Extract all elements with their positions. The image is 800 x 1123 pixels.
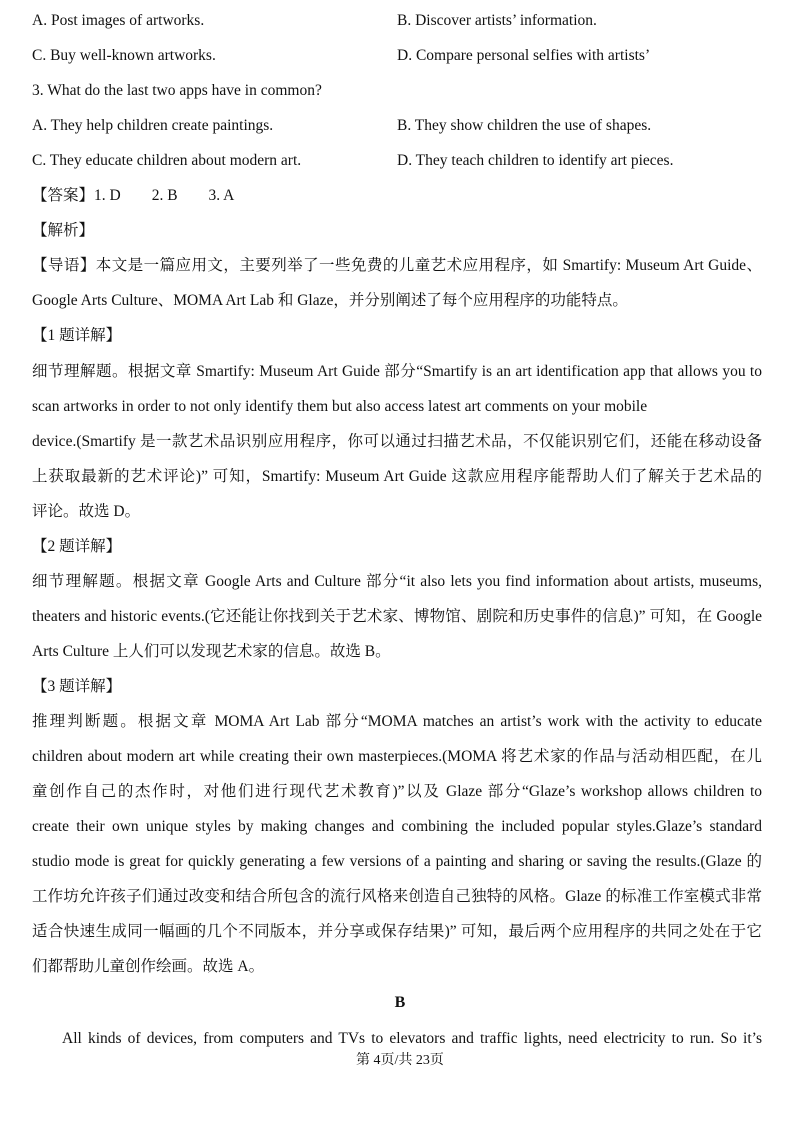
page-footer: 第 4页/共 23页 (356, 1053, 444, 1068)
q2-heading: 【2 题详解】 (32, 538, 122, 555)
q3-line: children about modern art while creating their own masterpieces.(MOMA 将艺术家的作品与活动相匹配，在儿 (32, 748, 762, 765)
option-2b: B. Discover artists’ information. (397, 12, 597, 29)
option-3b: B. They show children the use of shapes. (397, 117, 652, 134)
q3-line: studio mode is great for quickly generating a few versions of a painting and sharing or saving the results.(Glaze 的 (32, 853, 762, 870)
q1-heading: 【1 题详解】 (32, 327, 122, 344)
q3-line: 童创作自己的杰作时，对他们进行现代艺术教育)”以及 Glaze 部分“Glaze’s workshop allows children to (32, 783, 762, 800)
q1-line: 上获取最新的艺术评论)” 可知，Smartify: Museum Art Guide 这款应用程序能帮助人们了解关于艺术品的 (32, 468, 762, 485)
q3-line: 工作坊允许孩子们通过改变和结合所包含的流行风格来创造自己独特的风格。Glaze 的标准工作室模式非常 (32, 888, 762, 905)
q1-line: device.(Smartify 是一款艺术品识别应用程序，你可以通过扫描艺术品，不仅能识别它们，还能在移动设备 (32, 433, 762, 450)
option-2c: C. Buy well-known artworks. (32, 47, 216, 64)
answer-line: 【答案】1. D 2. B 3. A (32, 187, 235, 204)
q2-line: 细节理解题。根据文章 Google Arts and Culture 部分“it also lets you find information about artists, museums, (32, 573, 762, 590)
section-heading-b: B (394, 994, 406, 1011)
analysis-label: 【解析】 (32, 222, 95, 239)
question-3: 3. What do the last two apps have in common? (32, 82, 322, 99)
q1-line: 细节理解题。根据文章 Smartify: Museum Art Guide 部分“Smartify is an art identification app that allows you to (32, 363, 762, 380)
q3-line: 适合快速生成同一幅画的几个不同版本，并分享或保存结果)” 可知，最后两个应用程序的共同之处在于它 (32, 923, 762, 940)
q1-line: scan artworks in order to not only identify them but also access latest art comments on your mobile (32, 398, 648, 415)
guide-line: Google Arts Culture、MOMA Art Lab 和 Glaze，并分别阐述了每个应用程序的功能特点。 (32, 292, 628, 309)
q1-line: 评论。故选 D。 (32, 503, 141, 520)
passage-b-line: All kinds of devices, from computers and TVs to elevators and traffic lights, need electricity to run. So it’s (62, 1030, 762, 1047)
option-3c: C. They educate children about modern art. (32, 152, 302, 169)
q3-line: create their own unique styles by making changes and combining the included popular styles.Glaze’s standard (32, 818, 762, 835)
q2-line: Arts Culture 上人们可以发现艺术家的信息。故选 B。 (32, 643, 391, 660)
q3-line: 们都帮助儿童创作绘画。故选 A。 (32, 958, 265, 975)
option-2d: D. Compare personal selfies with artists’ (397, 47, 651, 64)
option-3a: A. They help children create paintings. (32, 117, 274, 134)
q2-line: theaters and historic events.(它还能让你找到关于艺术家、博物馆、剧院和历史事件的信息)” 可知，在 Google (32, 608, 762, 625)
q3-line: 推理判断题。根据文章 MOMA Art Lab 部分“MOMA matches an artist’s work with the activity to educate (32, 713, 762, 730)
option-3d: D. They teach children to identify art pieces. (397, 152, 674, 169)
option-2a: A. Post images of artworks. (32, 12, 205, 29)
q3-heading: 【3 题详解】 (32, 678, 122, 695)
guide-line: 【导语】本文是一篇应用文，主要列举了一些免费的儿童艺术应用程序，如 Smartify: Museum Art Guide、 (32, 257, 762, 274)
